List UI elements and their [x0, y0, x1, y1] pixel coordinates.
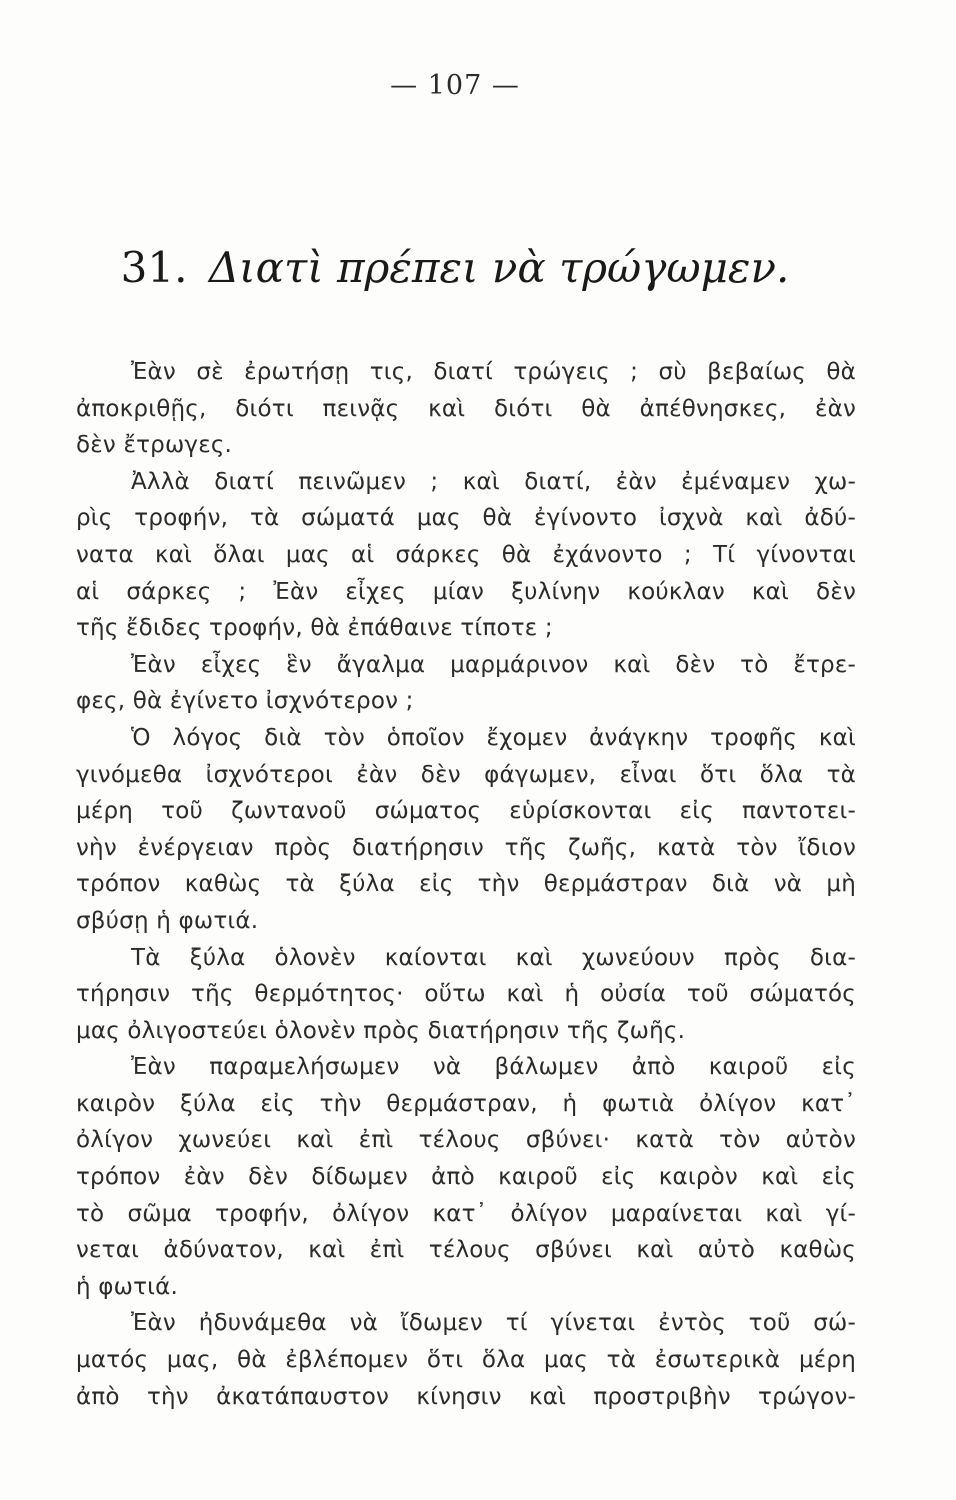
text-line: Ἐὰν ἠδυνάμεθα νὰ ἴδωμεν τί γίνεται ἐντὸς τοῦ σώ- [131, 1310, 856, 1337]
text-line: Ἐὰν παραμελήσωμεν νὰ βάλωμεν ἀπὸ καιροῦ εἰς [131, 1054, 856, 1081]
text-line: Ἐὰν εἶχες ἓν ἄγαλμα μαρμάρινον καὶ δὲν τὸ ἔτρε- [131, 651, 856, 678]
text-line: ὀλίγον χωνεύει καὶ ἐπὶ τέλους σβύνει· κατὰ τὸν αὐτὸν [76, 1127, 856, 1154]
text-line: μας ὀλιγοστεύει ὁλονὲν πρὸς διατήρησιν τῆς ζωῆς. [76, 1017, 686, 1044]
text-line: ρὶς τροφήν, τὰ σώματά μας θὰ ἐγίνοντο ἰσχνὰ καὶ ἀδύ- [76, 505, 856, 532]
text-line: ἡ φωτιά. [76, 1273, 179, 1300]
text-line: τῆς ἔδιδες τροφήν, θὰ ἐπάθαινε τίποτε ; [76, 615, 553, 642]
text-line: σβύσῃ ἡ φωτιά. [76, 907, 259, 934]
text-line: νεται ἀδύνατον, καὶ ἐπὶ τέλους σβύνει καὶ αὐτὸ καθὼς [76, 1237, 856, 1264]
text-line: τήρησιν τῆς θερμότητος· οὕτω καὶ ἡ οὐσία τοῦ σώματός [76, 981, 856, 1008]
text-line: νατα καὶ ὅλαι μας αἱ σάρκες θὰ ἐχάνοντο ; Τί γίνονται [76, 541, 856, 568]
text-line: καιρὸν ξύλα εἰς τὴν θερμάστραν, ἡ φωτιὰ ὀλίγον κατ᾿ [76, 1090, 856, 1117]
text-line: γινόμεθα ἰσχνότεροι ἐὰν δὲν φάγωμεν, εἶναι ὅτι ὅλα τὰ [76, 761, 856, 788]
text-line: μέρη τοῦ ζωντανοῦ σώματος εὑρίσκονται εἰς παντοτει- [76, 798, 856, 825]
text-line: Ὁ λόγος διὰ τὸν ὁποῖον ἔχομεν ἀνάγκην τροφῆς καὶ [131, 724, 856, 751]
text-line: ματός μας, θὰ ἐβλέπομεν ὅτι ὅλα μας τὰ ἐσωτερικὰ μέρη [76, 1347, 856, 1374]
text-line: Ἀλλὰ διατί πεινῶμεν ; καὶ διατί, ἐὰν ἐμέναμεν χω- [131, 468, 856, 495]
text-line: αἱ σάρκες ; Ἐὰν εἶχες μίαν ξυλίνην κούκλαν καὶ δὲν [76, 578, 856, 605]
chapter-number: 31. [120, 243, 188, 292]
chapter-heading [0, 243, 910, 292]
text-line: δὲν ἔτρωγες. [76, 432, 233, 459]
text-line: τὸ σῶμα τροφήν, ὀλίγον κατ᾿ ὀλίγον μαραίνεται καὶ γί- [76, 1200, 856, 1227]
text-line: τρόπον ἐὰν δὲν δίδωμεν ἀπὸ καιροῦ εἰς καιρὸν καὶ εἰς [76, 1164, 856, 1191]
text-line: ἀπὸ τὴν ἀκατάπαυστον κίνησιν καὶ προστριβὴν τρώγον- [76, 1383, 856, 1410]
text-line: Ἐὰν σὲ ἐρωτήσῃ τις, διατί τρώγεις ; σὺ βεβαίως θὰ [131, 359, 856, 385]
body-text [76, 354, 856, 1415]
chapter-title: Διατὶ πρέπει νὰ τρώγωμεν. [208, 243, 790, 292]
text-line: φες, θὰ ἐγίνετο ἰσχνότερον ; [76, 688, 414, 715]
text-line: νὴν ἐνέργειαν πρὸς διατήρησιν τῆς ζωῆς, κατὰ τὸν ἴδιον [76, 834, 856, 861]
text-line: ἀποκριθῇς, διότι πεινᾷς καὶ διότι θὰ ἀπέθνησκες, ἐὰν [76, 395, 856, 422]
text-line: Τὰ ξύλα ὁλονὲν καίονται καὶ χωνεύουν πρὸς δια- [131, 944, 856, 971]
text-line: τρόπον καθὼς τὰ ξύλα εἰς τὴν θερμάστραν διὰ νὰ μὴ [76, 871, 856, 898]
page-number: — 107 — [390, 70, 520, 101]
